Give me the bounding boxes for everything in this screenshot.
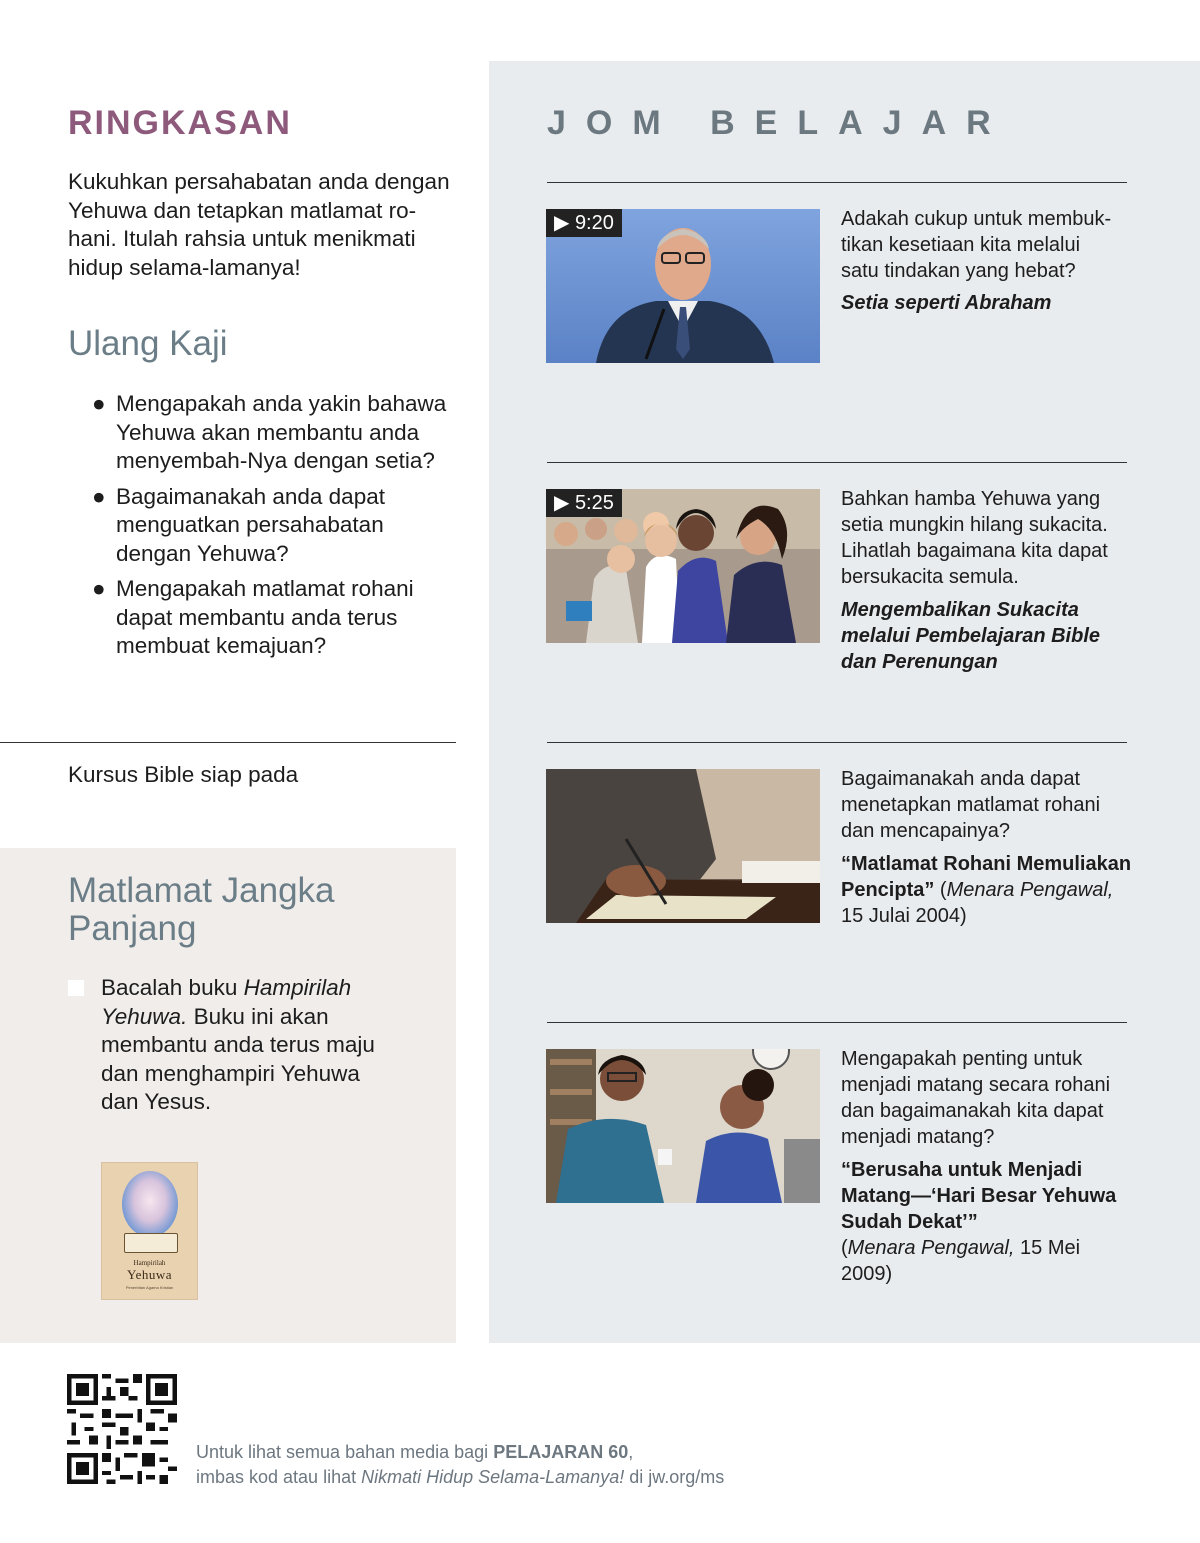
- bullet-icon: ●: [92, 391, 106, 416]
- goal-checkbox[interactable]: [68, 980, 84, 996]
- video-thumbnail[interactable]: [546, 209, 820, 363]
- divider: [547, 742, 1127, 743]
- open-bible-illustration: [124, 1233, 178, 1253]
- review-item: ● Mengapakah matlamat rohani dapat membantu anda terus membuat kemajuan?: [92, 576, 414, 658]
- goal-text: Bacalah buku Hampirilah Yehuwa. Buku ini akan membantu anda terus maju dan menghampiri Yehuwa dan Yesus.: [101, 975, 375, 1114]
- item-description: Bagaimanakah anda dapat menetapkan matlamat rohani dan mencapainya?: [841, 768, 1101, 842]
- writing-image: [546, 769, 820, 923]
- summary-heading: RINGKASAN: [68, 104, 292, 142]
- article-thumbnail[interactable]: [546, 1049, 820, 1203]
- video-duration: ▶ 5:25: [546, 489, 622, 517]
- item-description: Mengapakah penting untuk menjadi matang secara rohani dan bagaimanakah kita dapat menjadi matang?: [841, 1048, 1111, 1148]
- sky-illustration: [122, 1171, 178, 1237]
- footer-note: Untuk lihat semua bahan media bagi PELAJARAN 60, imbas kod atau lihat Nikmati Hidup Selama-Lamanya! di jw.org/ms: [196, 1442, 725, 1487]
- video-title-link[interactable]: Setia seperti Abraham: [841, 292, 1052, 314]
- divider: [0, 742, 456, 743]
- article-title-link[interactable]: “Berusaha untuk Menjadi Matang—‘Hari Besar Yehuwa Sudah Dekat’” (Menara Pengawal, 15 Mei 2009): [841, 1159, 1117, 1285]
- item-description: Bahkan hamba Yehuwa yang setia mungkin hilang sukacita. Lihatlah bagaimana kita dapat bersukacita semula.: [841, 488, 1108, 588]
- article-title-link[interactable]: “Matlamat Rohani Memuliakan Pencipta” (Menara Pengawal, 15 Julai 2004): [841, 853, 1132, 927]
- qr-code[interactable]: [67, 1374, 177, 1484]
- course-completion-label: Kursus Bible siap pada: [68, 762, 299, 787]
- review-item: ● Mengapakah anda yakin bahawa Yehuwa akan membantu anda menyembah-Nya dengan setia?: [92, 391, 447, 473]
- book-cover-image[interactable]: Hampirilah Yehuwa Penerbitan Agama Kristian: [101, 1162, 198, 1300]
- bullet-icon: ●: [92, 483, 106, 509]
- article-thumbnail[interactable]: [546, 769, 820, 923]
- video-duration: ▶ 9:20: [546, 209, 622, 237]
- review-list: [92, 390, 462, 668]
- video-title-link[interactable]: Mengembalikan Sukacita melalui Pembelajaran Bible dan Perenungan: [841, 599, 1100, 673]
- video-thumbnail[interactable]: [546, 489, 820, 643]
- publication-link[interactable]: Nikmati Hidup Selama-Lamanya!: [361, 1467, 625, 1487]
- divider: [547, 462, 1127, 463]
- item-description: Adakah cukup untuk membuk- tikan kesetiaan kita melalui satu tindakan yang hebat?: [841, 208, 1112, 282]
- bullet-icon: ●: [92, 576, 106, 601]
- summary-text: Kukuhkan persahabatan anda dengan Yehuwa dan tetapkan matlamat ro- hani. Itulah rahsia untuk menikmati hidup selama-lamanya!: [68, 169, 450, 280]
- divider: [547, 1022, 1127, 1023]
- study-heading: JOM BELAJAR: [547, 104, 1011, 142]
- review-heading: Ulang Kaji: [68, 324, 228, 363]
- review-item: ● Bagaimanakah anda dapat menguatkan persahabatan dengan Yehuwa?: [92, 483, 385, 566]
- goal-heading: Matlamat Jangka Panjang: [68, 871, 335, 948]
- nurses-image: [546, 1049, 820, 1203]
- divider: [547, 182, 1127, 183]
